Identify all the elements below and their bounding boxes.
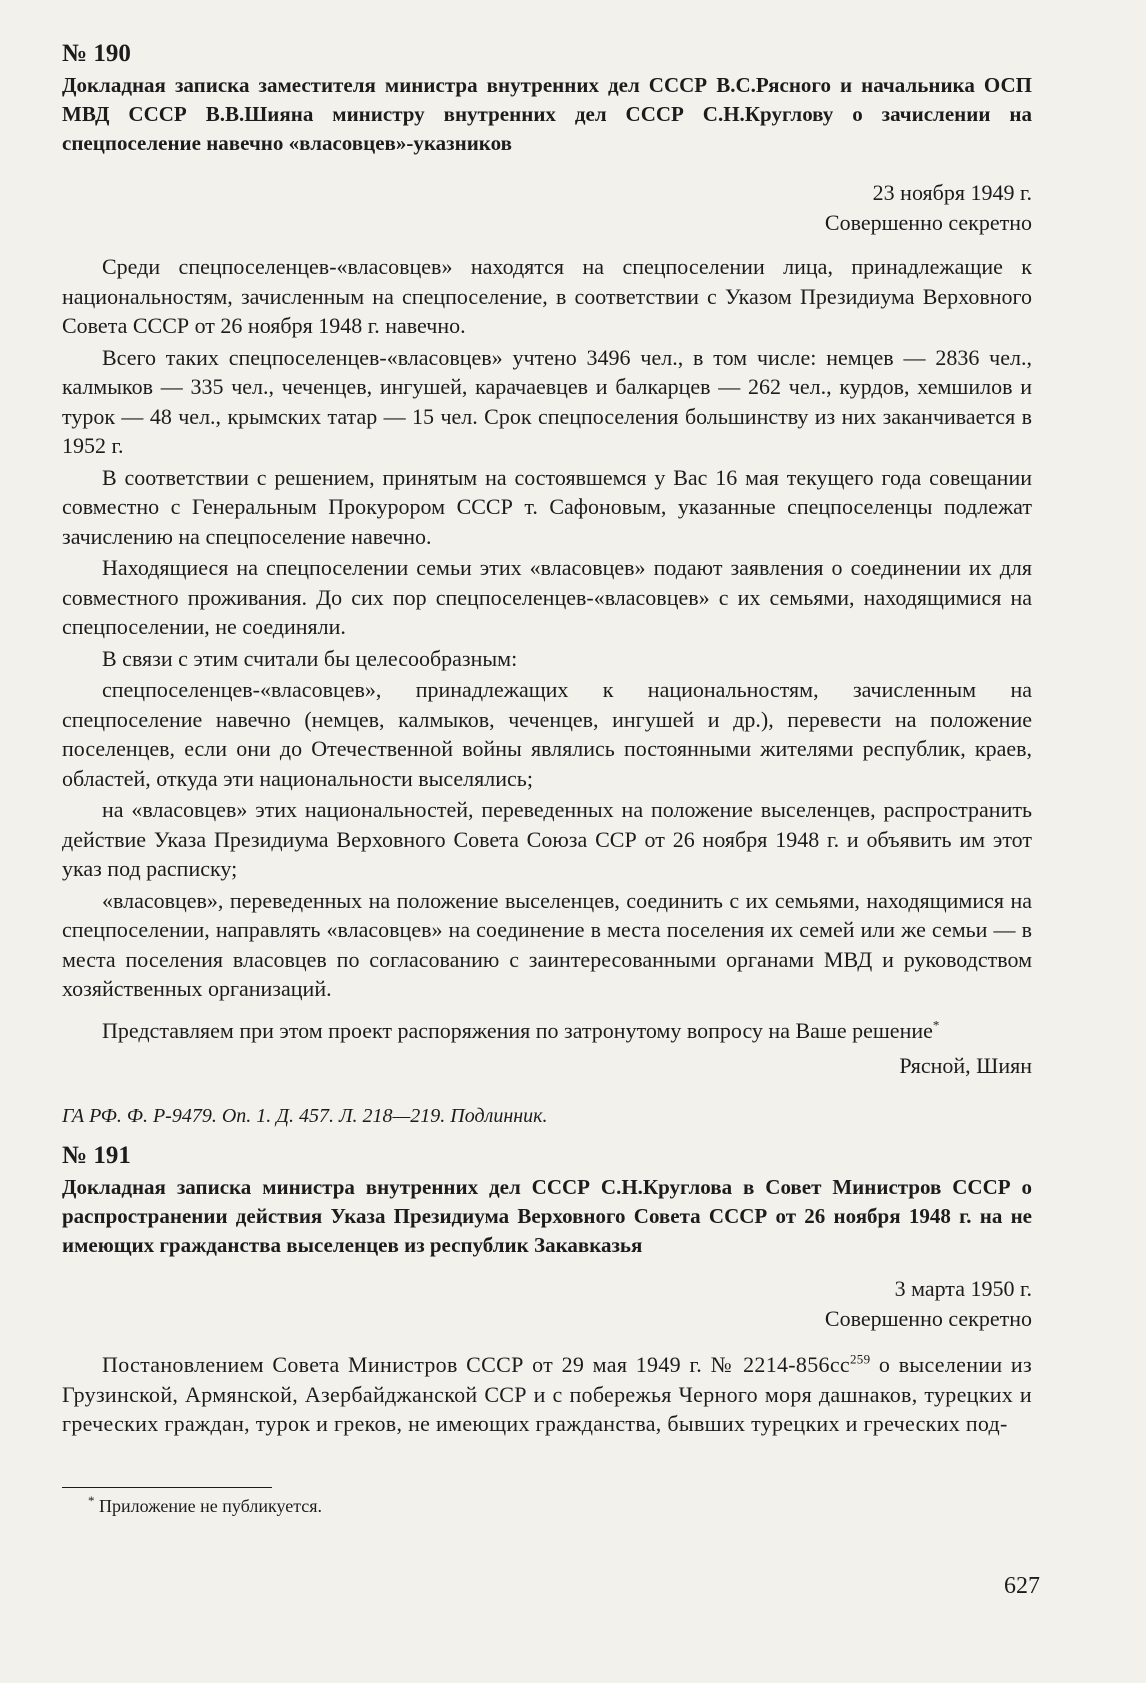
paragraph xyxy=(62,1350,1032,1439)
document-number: № 191 xyxy=(62,1142,131,1169)
page-number: 627 xyxy=(1004,1573,1040,1599)
footnote-text: Приложение не публикуется. xyxy=(99,1496,323,1516)
paragraph-text: Постановлением Совета Министров СССР от 29 мая 1949 г. № 2214-856сс xyxy=(102,1352,850,1377)
footnote-reference: * xyxy=(932,1017,940,1033)
paragraph: «власовцев», переведенных на положение выселенцев, соединить с их семьями, находящимися на спецпоселении, направлять «власовцев» на соединение в места поселения их семей или же семьи — в места поселения власовцев по согласованию с заинтересованными органами МВД и руководством хозяйственных организаций. xyxy=(62,887,1032,1001)
paragraph: спецпоселенцев-«власовцев», принадлежащих к национальностям, зачисленным на спецпоселение навечно (немцев, калмыков, чеченцев, ингушей и др.), перевести на положение поселенцев, если они до Отечественной войны являлись постоянными жителями республик, краев, областей, откуда эти национальности выселялись; xyxy=(62,677,1032,791)
footnote xyxy=(62,1494,1032,1518)
footnote-divider xyxy=(62,1487,272,1488)
paragraph: В связи с этим считали бы целесообразным: xyxy=(102,645,518,671)
signature: Рясной, Шиян xyxy=(899,1053,1032,1078)
footnotes xyxy=(62,1487,1032,1518)
paragraph: Среди спецпоселенцев-«власовцев» находятся на спецпоселении лица, принадлежащие к национальностям, зачисленным на спецпоселение, в соответствии с Указом Президиума Верховного Совета СССР от 26 ноября 1948 г. навечно. xyxy=(62,254,1032,338)
paragraph: Находящиеся на спецпоселении семьи этих «власовцев» подают заявления о соединении их для совместного проживания. До сих пор спецпоселенцев-«власовцев» с их семьями, находящимися на спецпоселении, не соединяли. xyxy=(62,555,1032,639)
document-190 xyxy=(62,40,1032,1129)
footnote-mark: * xyxy=(88,1493,95,1508)
classification-stamp: Совершенно секретно xyxy=(824,1306,1032,1331)
document-title: Докладная записка заместителя министра внутренних дел СССР В.С.Рясного и начальника ОСП МВД СССР В.В.Шияна министру внутренних дел СССР С.Н.Круглову о зачислении на спецпоселение навечно «власовцев»-указников xyxy=(62,73,1032,155)
archive-source: ГА РФ. Ф. Р-9479. Оп. 1. Д. 457. Л. 218—219. Подлинник. xyxy=(62,1105,548,1127)
paragraph-text: Представляем при этом проект распоряжения по затронутому вопросу на Ваше решение xyxy=(102,1017,933,1043)
paragraph: В соответствии с решением, принятым на состоявшемся у Вас 16 мая текущего года совещании совместно с Генеральным Прокурором СССР т. Сафоновым, указанные спецпоселенцы подлежат зачислению на спецпоселение навечно. xyxy=(62,464,1032,549)
endnote-reference: 259 xyxy=(849,1351,871,1367)
document-title: Докладная записка министра внутренних дел СССР С.Н.Круглова в Совет Министров СССР о распространении действия Указа Президиума Верховного Совета СССР от 26 ноября 1948 г. на не имеющих гражданства выселенцев из республик Закавказья xyxy=(62,1175,1032,1257)
paragraph: на «власовцев» этих национальностей, переведенных на положение выселенцев, распространить действие Указа Президиума Верховного Совета Союза ССР от 26 ноября 1948 г. и объявить им этот указ под расписку; xyxy=(62,797,1032,881)
document-body xyxy=(62,252,1032,1045)
paragraph-text: о выселении из Грузинской, Армянской, Азербайджанской ССР и с побережья Черного моря дашнаков, турецких и греческих граждан, турок и греков, не имеющих гражданства, бывших турецких и греческих под- xyxy=(62,1352,1032,1436)
document-date: 3 марта 1950 г. xyxy=(894,1276,1032,1301)
paragraph-final xyxy=(62,1016,1032,1046)
document-date: 23 ноября 1949 г. xyxy=(872,180,1032,205)
paragraph: Всего таких спецпоселенцев-«власовцев» учтено 3496 чел., в том числе: немцев — 2836 чел., калмыков — 335 чел., чеченцев, ингушей, карачаевцев и балкарцев — 262 чел., курдов, хемшилов и турок — 48 чел., крымских татар — 15 чел. Срок спецпоселения большинству из них заканчивается в 1952 г. xyxy=(62,344,1032,458)
document-191 xyxy=(62,1142,1032,1439)
document-number: № 190 xyxy=(62,40,131,67)
classification-stamp: Совершенно секретно xyxy=(824,210,1032,235)
